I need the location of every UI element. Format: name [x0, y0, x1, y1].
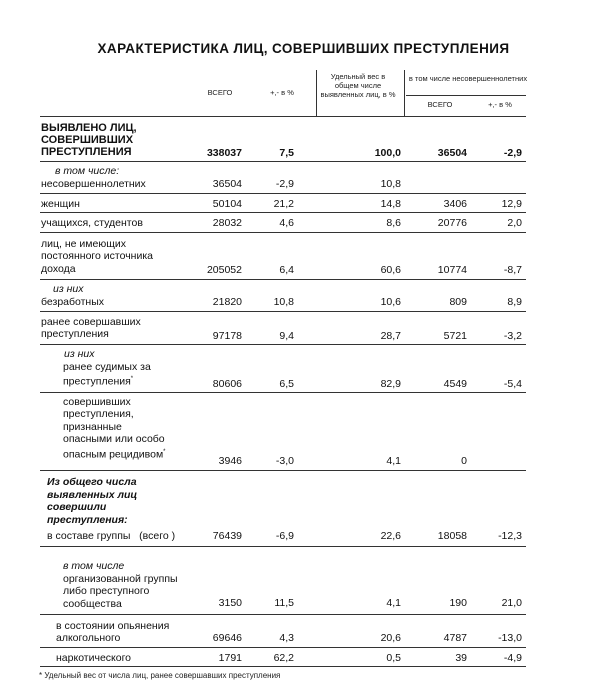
row-alcohol-share: 20,6: [380, 632, 401, 644]
row-no-income-minors-change: -8,7: [503, 264, 522, 276]
row-group-minors: 18058: [437, 530, 467, 542]
row-recidivism-change: -3,0: [275, 455, 294, 467]
header-share: Удельный вес в общем числе выявленных лиц, в %: [320, 72, 396, 99]
row-minors-change: -2,9: [275, 178, 294, 190]
section-note: Из общего числа выявленных лиц совершили преступления:: [47, 476, 138, 526]
row-students-minors: 20776: [437, 217, 467, 229]
row-total-minors: 36504: [437, 147, 467, 159]
row-divider: [40, 161, 526, 162]
header-change: +,- в %: [270, 88, 294, 97]
header-total: ВСЕГО: [207, 88, 233, 97]
row-total-value: 338037: [206, 147, 242, 159]
row-alcohol-minors-change: -13,0: [498, 632, 522, 644]
row-label-recidivism: [63, 396, 173, 461]
row-total-change: 7,5: [279, 147, 294, 159]
row-students-share: 8,6: [386, 217, 401, 229]
row-alcohol-change: 4,3: [279, 632, 294, 644]
row-group-minors-change: -12,3: [498, 530, 522, 542]
row-unemployed-minors: 809: [449, 296, 467, 308]
row-repeat-minors-change: -3,2: [503, 330, 522, 342]
row-women-minors: 3406: [443, 198, 467, 210]
row-divider: [40, 614, 526, 615]
row-students-change: 4,6: [279, 217, 294, 229]
row-divider: [40, 647, 526, 648]
row-students-total: 28032: [212, 217, 242, 229]
row-women-minors-change: 12,9: [501, 198, 522, 210]
row-minors-total: 36504: [212, 178, 242, 190]
header-minors-rule: [406, 95, 526, 96]
row-divider: [40, 546, 526, 547]
row-note: из них: [64, 348, 95, 360]
header-minors-change: +,- в %: [488, 100, 512, 109]
row-repeat-total: 97178: [212, 330, 242, 342]
row-organized-minors-change: 21,0: [501, 597, 522, 609]
row-repeat-share: 28,7: [380, 330, 401, 342]
row-label-minors: несовершеннолетних: [41, 178, 146, 190]
row-convicted-minors: 4549: [443, 378, 467, 390]
row-label-repeat: ранее совершавших преступления: [41, 316, 141, 341]
row-no-income-minors: 10774: [437, 264, 467, 276]
row-unemployed-share: 10,6: [380, 296, 401, 308]
row-drugs-change: 62,2: [273, 652, 294, 664]
row-repeat-change: 9,4: [279, 330, 294, 342]
row-divider: [40, 279, 526, 280]
row-group-share: 22,6: [380, 530, 401, 542]
row-divider: [40, 232, 526, 233]
row-label-convicted-text: ранее судимых за преступления: [63, 361, 151, 388]
row-label-alcohol: в состоянии опьянения алкогольного: [56, 620, 170, 645]
row-drugs-share: 0,5: [386, 652, 401, 664]
row-divider: [40, 212, 526, 213]
row-divider: [40, 311, 526, 312]
row-convicted-change: 6,5: [279, 378, 294, 390]
row-drugs-total: 1791: [218, 652, 242, 664]
row-note: из них: [53, 283, 84, 295]
row-unemployed-total: 21820: [212, 296, 242, 308]
row-divider: [40, 470, 526, 471]
row-minors-share: 10,8: [380, 178, 401, 190]
row-organized-share: 4,1: [386, 597, 401, 609]
row-organized-change: 11,5: [274, 597, 294, 609]
row-repeat-minors: 5721: [443, 330, 467, 342]
row-women-total: 50104: [212, 198, 242, 210]
row-note: в том числе:: [55, 165, 120, 177]
row-divider: [40, 193, 526, 194]
row-convicted-share: 82,9: [380, 378, 401, 390]
row-alcohol-total: 69646: [212, 632, 242, 644]
row-convicted-total: 80606: [212, 378, 242, 390]
row-label-recidivism-text: совершивших преступления, признанные опасными или особо опасным рецидивом: [63, 396, 165, 461]
footnote: * Удельный вес от числа лиц, ранее совершавших преступления: [39, 671, 281, 680]
row-drugs-minors-change: -4,9: [503, 652, 522, 664]
row-unemployed-minors-change: 8,9: [507, 296, 522, 308]
row-label-total: ВЫЯВЛЕНО ЛИЦ, СОВЕРШИВШИХ ПРЕСТУПЛЕНИЯ: [41, 122, 137, 159]
header-minors-total: ВСЕГО: [427, 100, 453, 109]
row-recidivism-total: 3946: [218, 455, 242, 467]
row-women-share: 14,8: [380, 198, 401, 210]
row-students-minors-change: 2,0: [507, 217, 522, 229]
row-convicted-minors-change: -5,4: [503, 378, 522, 390]
header-minors-group: в том числе несовершеннолетних: [408, 74, 528, 83]
row-women-change: 21,2: [273, 198, 294, 210]
header-bottom-rule: [40, 116, 526, 117]
row-no-income-change: 6,4: [279, 264, 294, 276]
footnote-mark: *: [163, 448, 166, 455]
row-recidivism-share: 4,1: [386, 455, 401, 467]
row-label-women: женщин: [41, 198, 80, 210]
footnote-mark: *: [130, 376, 134, 383]
row-label-organized: организованной группы либо преступного сообщества: [63, 573, 178, 610]
row-group-total: 76439: [212, 530, 242, 542]
row-recidivism-minors: 0: [461, 455, 467, 467]
row-note: в том числе: [63, 560, 125, 572]
row-unemployed-change: 10,8: [273, 296, 294, 308]
row-label-convicted: [63, 361, 168, 388]
row-organized-total: 3150: [218, 597, 242, 609]
row-divider: [40, 344, 526, 345]
page-title: ХАРАКТЕРИСТИКА ЛИЦ, СОВЕРШИВШИХ ПРЕСТУПЛЕНИЯ: [97, 41, 510, 56]
row-label-no-income: лиц, не имеющих постоянного источника дохода: [41, 238, 153, 275]
table-bottom-rule: [40, 666, 526, 667]
row-total-minors-change: -2,9: [503, 147, 522, 159]
row-no-income-share: 60,6: [380, 264, 401, 276]
row-drugs-minors: 39: [455, 652, 467, 664]
row-divider: [40, 392, 526, 393]
header-divider-left: [316, 70, 317, 116]
row-label-drugs: наркотического: [56, 652, 132, 664]
row-label-unemployed: безработных: [41, 296, 105, 308]
row-alcohol-minors: 4787: [443, 632, 467, 644]
row-no-income-total: 205052: [206, 264, 242, 276]
row-label-students: учащихся, студентов: [41, 217, 143, 229]
row-total-share: 100,0: [374, 147, 401, 159]
row-group-change: -6,9: [275, 530, 294, 542]
row-organized-minors: 190: [449, 597, 467, 609]
header-divider-right: [404, 70, 405, 116]
row-label-group: в составе группы (всего ): [47, 530, 176, 542]
